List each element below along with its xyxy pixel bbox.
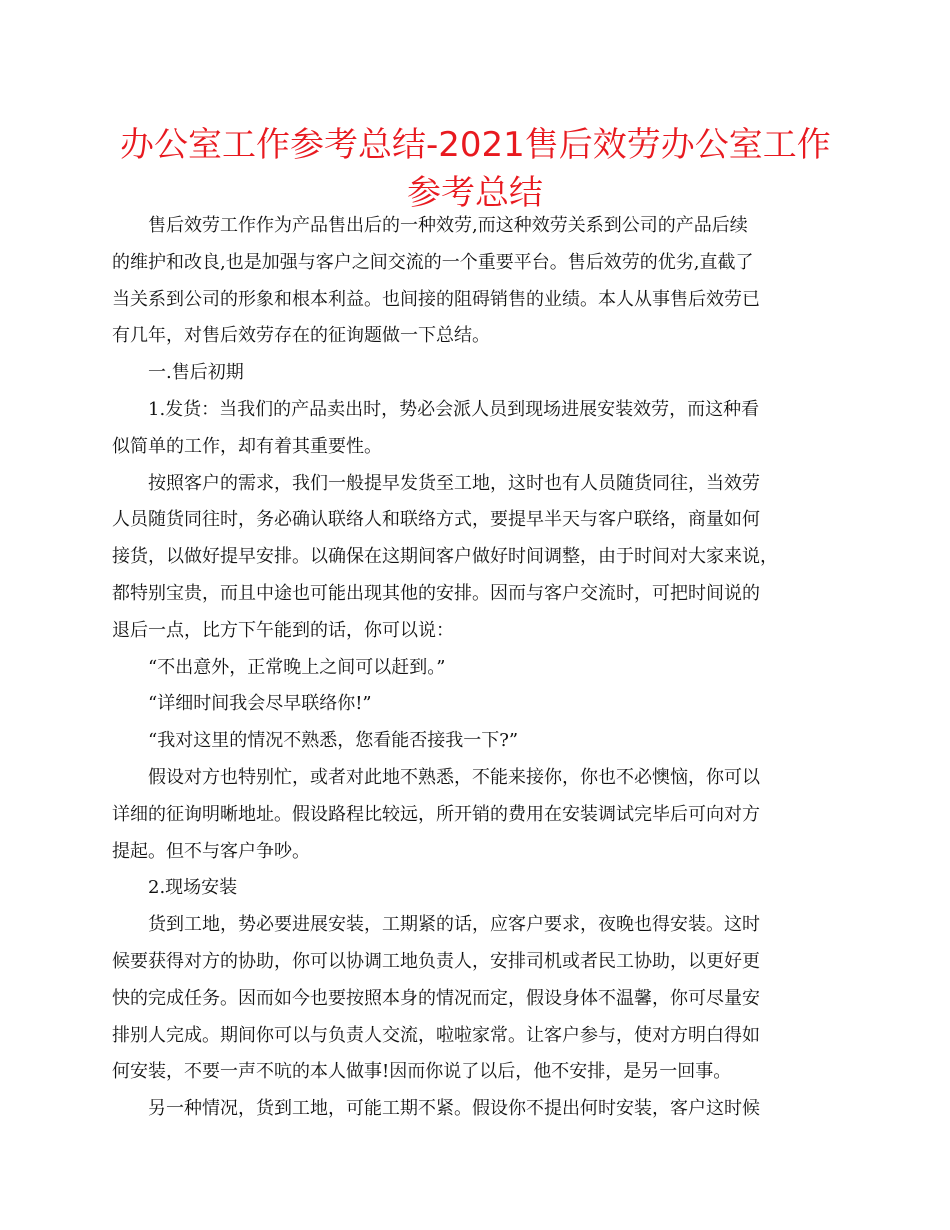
paragraph-line: 按照客户的需求，我们一般提早发货至工地，这时也有人员随货同往，当效劳 bbox=[148, 472, 760, 494]
paragraph bbox=[112, 723, 827, 760]
paragraph bbox=[112, 208, 827, 355]
paragraph-line: 货到工地，势必要进展安装，工期紧的话，应客户要求，夜晚也得安装。这时 bbox=[148, 914, 760, 936]
paragraph-line: 1.发货：当我们的产品卖出时，势必会派人员到现场进展安装效劳，而这种看 bbox=[148, 398, 760, 420]
paragraph-line: 排别人完成。期间你可以与负责人交流，啦啦家常。让客户参与，使对方明白得如 bbox=[112, 1024, 760, 1046]
paragraph bbox=[112, 686, 827, 723]
paragraph-line: 提起。但不与客户争吵。 bbox=[112, 840, 310, 862]
paragraph bbox=[112, 870, 827, 907]
document-body bbox=[112, 208, 827, 1128]
paragraph-line: 快的完成任务。因而如今也要按照本身的情况而定，假设身体不温馨，你可尽量安 bbox=[112, 987, 760, 1009]
document-title-line-1: 办公室工作参考总结-2021售后效劳办公室工作 bbox=[120, 125, 831, 165]
paragraph bbox=[112, 760, 827, 870]
document-title-line-2: 参考总结 bbox=[407, 173, 543, 213]
paragraph-line: 有几年，对售后效劳存在的征询题做一下总结。 bbox=[112, 325, 490, 347]
paragraph-line: 退后一点，比方下午能到的话，你可以说： bbox=[112, 619, 454, 641]
paragraph-line: “我对这里的情况不熟悉，您看能否接我一下?” bbox=[148, 730, 519, 752]
paragraph-line: “详细时间我会尽早联络你!” bbox=[148, 693, 372, 715]
paragraph-line: 候要获得对方的协助，你可以协调工地负责人，安排司机或者民工协助，以更好更 bbox=[112, 950, 760, 972]
paragraph-line: 人员随货同往时，务必确认联络人和联络方式，要提早半天与客户联络，商量如何 bbox=[112, 509, 760, 531]
paragraph-line: 都特别宝贵，而且中途也可能出现其他的安排。因而与客户交流时，可把时间说的 bbox=[112, 582, 760, 604]
paragraph-line: 似简单的工作，却有着其重要性。 bbox=[112, 435, 382, 457]
paragraph-line: 另一种情况，货到工地，可能工期不紧。假设你不提出何时安装，客户这时候 bbox=[148, 1098, 760, 1120]
paragraph-line: “不出意外，正常晚上之间可以赶到。” bbox=[148, 656, 446, 678]
paragraph-line: 售后效劳工作作为产品售出后的一种效劳,而这种效劳关系到公司的产品后续 bbox=[148, 215, 748, 236]
paragraph-line: 当关系到公司的形象和根本利益。也间接的阻碍销售的业绩。本人从事售后效劳已 bbox=[112, 288, 760, 310]
paragraph-line: 假设对方也特别忙，或者对此地不熟悉，不能来接你，你也不必懊恼，你可以 bbox=[148, 766, 760, 788]
paragraph-line: 详细的征询明晰地址。假设路程比较远，所开销的费用在安装调试完毕后可向对方 bbox=[112, 803, 760, 825]
paragraph-line: 一.售后初期 bbox=[148, 362, 244, 384]
paragraph bbox=[112, 466, 827, 650]
paragraph-line: 的维护和改良,也是加强与客户之间交流的一个重要平台。售后效劳的优劣,直截了 bbox=[112, 251, 754, 273]
paragraph-line: 接货，以做好提早安排。以确保在这期间客户做好时间调整，由于时间对大家来说， bbox=[112, 546, 778, 568]
paragraph bbox=[112, 650, 827, 687]
paragraph bbox=[112, 907, 827, 1091]
paragraph-line: 2.现场安装 bbox=[148, 877, 238, 899]
paragraph bbox=[112, 392, 827, 466]
paragraph-line: 何安装，不要一声不吭的本人做事!因而你说了以后，他不安排，是另一回事。 bbox=[112, 1061, 732, 1083]
paragraph bbox=[112, 1091, 827, 1128]
paragraph bbox=[112, 355, 827, 392]
